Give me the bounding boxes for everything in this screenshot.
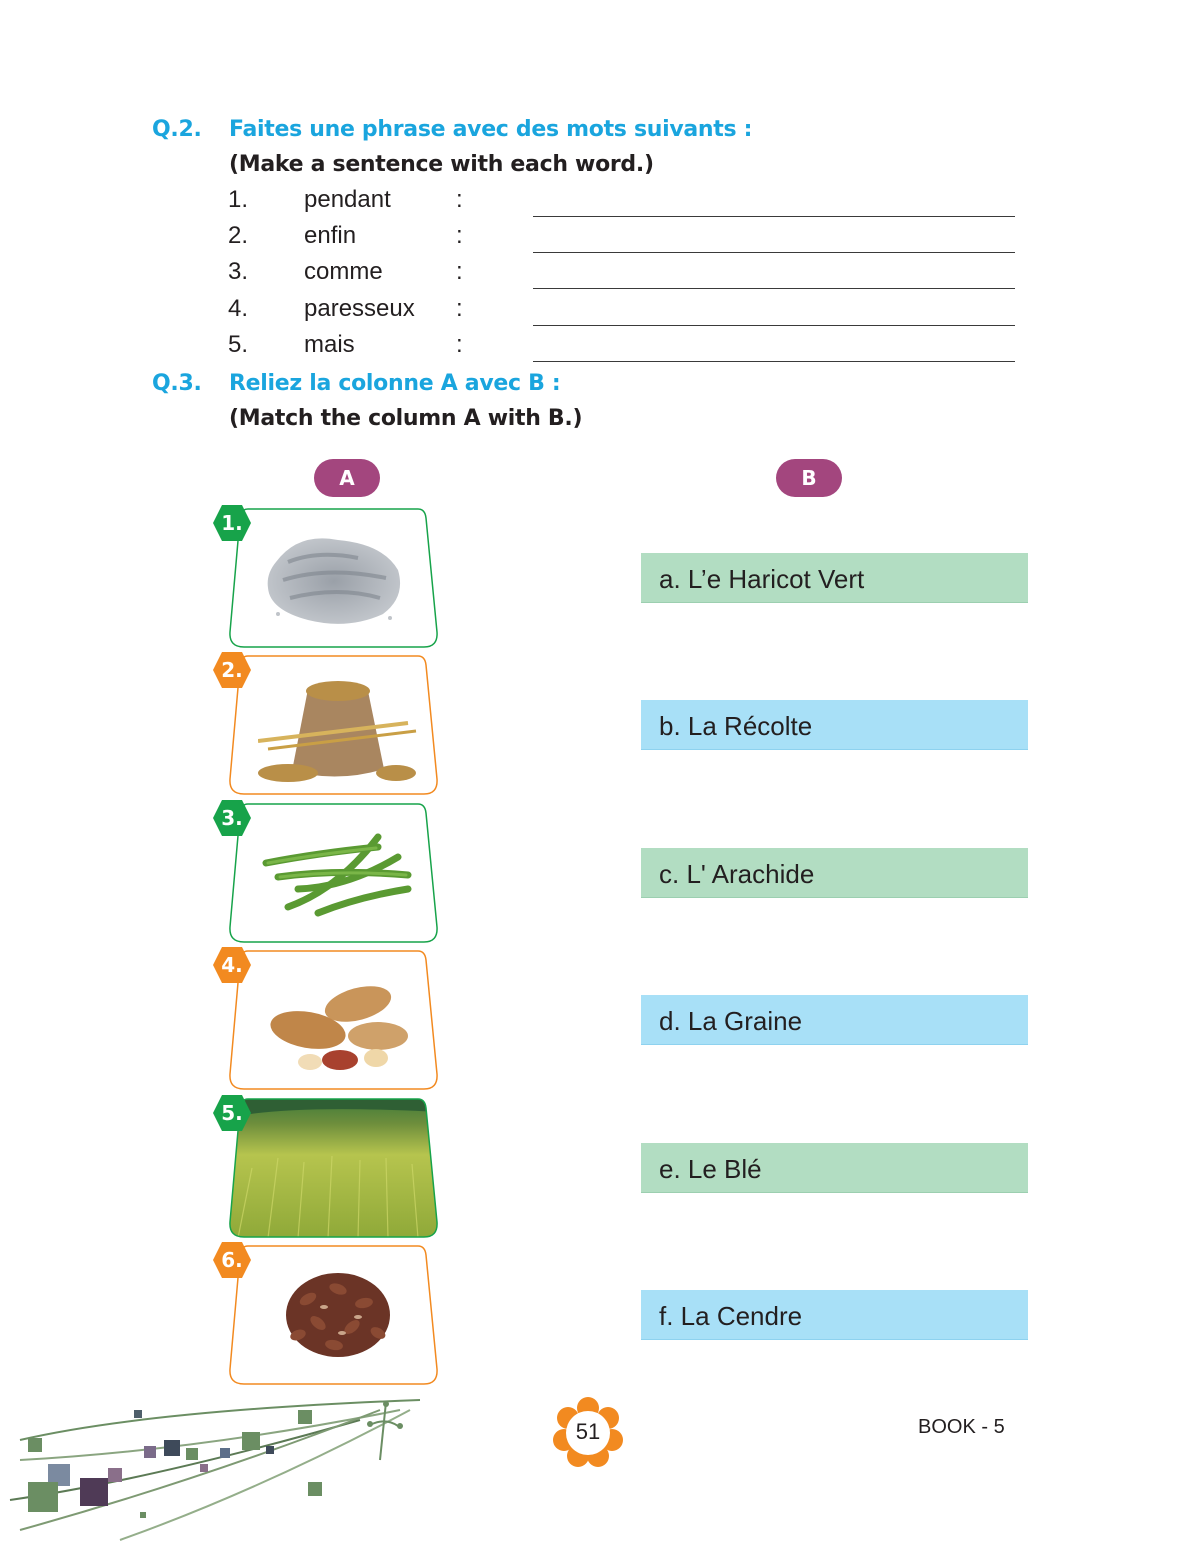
item-colon: :	[456, 186, 463, 213]
item-colon: :	[456, 331, 463, 358]
sentence-row	[0, 258, 1181, 294]
peanuts-image	[258, 964, 418, 1076]
q3-number: Q.3.	[152, 371, 202, 396]
q2-subtitle: (Make a sentence with each word.)	[229, 152, 654, 177]
picture-number: 6.	[221, 1248, 243, 1272]
picture-number: 2.	[221, 658, 243, 682]
item-colon: :	[456, 295, 463, 322]
picture-card[interactable]	[221, 803, 440, 943]
item-colon: :	[456, 258, 463, 285]
picture-number: 3.	[221, 806, 243, 830]
answer-option[interactable]: a. L’e Haricot Vert	[641, 553, 1028, 603]
green-beans-image	[258, 817, 418, 929]
column-b-label: B	[776, 459, 842, 497]
item-word: comme	[304, 258, 383, 285]
sentence-row	[0, 295, 1181, 331]
picture-number: 5.	[221, 1101, 243, 1125]
answer-option[interactable]: f. La Cendre	[641, 1290, 1028, 1340]
crop-field-image	[228, 1098, 440, 1240]
q2-title: Faites une phrase avec des mots suivants :	[229, 117, 753, 142]
item-number: 5.	[228, 331, 249, 358]
picture-card[interactable]	[221, 1098, 440, 1238]
item-number: 4.	[228, 295, 249, 322]
answer-line[interactable]	[533, 252, 1015, 253]
picture-number: 4.	[221, 953, 243, 977]
item-word: pendant	[304, 186, 391, 213]
q3-subtitle: (Match the column A with B.)	[229, 406, 583, 431]
picture-card[interactable]	[221, 655, 440, 795]
answer-option[interactable]: c. L' Arachide	[641, 848, 1028, 898]
page-number: 51	[575, 1419, 601, 1444]
item-colon: :	[456, 222, 463, 249]
sentence-row	[0, 186, 1181, 222]
picture-card[interactable]	[221, 508, 440, 648]
item-word: paresseux	[304, 295, 415, 322]
picture-card[interactable]	[221, 950, 440, 1090]
item-word: mais	[304, 331, 355, 358]
answer-option[interactable]: b. La Récolte	[641, 700, 1028, 750]
item-number: 2.	[228, 222, 249, 249]
seeds-image	[258, 1259, 418, 1371]
item-number: 1.	[228, 186, 249, 213]
q2-number: Q.2.	[152, 117, 202, 142]
answer-line[interactable]	[533, 361, 1015, 362]
answer-option[interactable]: e. Le Blé	[641, 1143, 1028, 1193]
answer-line[interactable]	[533, 325, 1015, 326]
item-number: 3.	[228, 258, 249, 285]
ash-powder-image	[258, 522, 408, 634]
answer-option[interactable]: d. La Graine	[641, 995, 1028, 1045]
book-label: BOOK - 5	[918, 1416, 1005, 1438]
q3-title: Reliez la colonne A avec B :	[229, 371, 561, 396]
decorative-swirl	[0, 1390, 430, 1550]
item-word: enfin	[304, 222, 357, 249]
sentence-row	[0, 331, 1181, 367]
sentence-row	[0, 222, 1181, 258]
picture-card[interactable]	[221, 1245, 440, 1385]
answer-line[interactable]	[533, 288, 1015, 289]
wheat-grain-sack-image	[258, 669, 418, 785]
answer-line[interactable]	[533, 216, 1015, 217]
column-a-label: A	[314, 459, 380, 497]
picture-number: 1.	[221, 511, 243, 535]
